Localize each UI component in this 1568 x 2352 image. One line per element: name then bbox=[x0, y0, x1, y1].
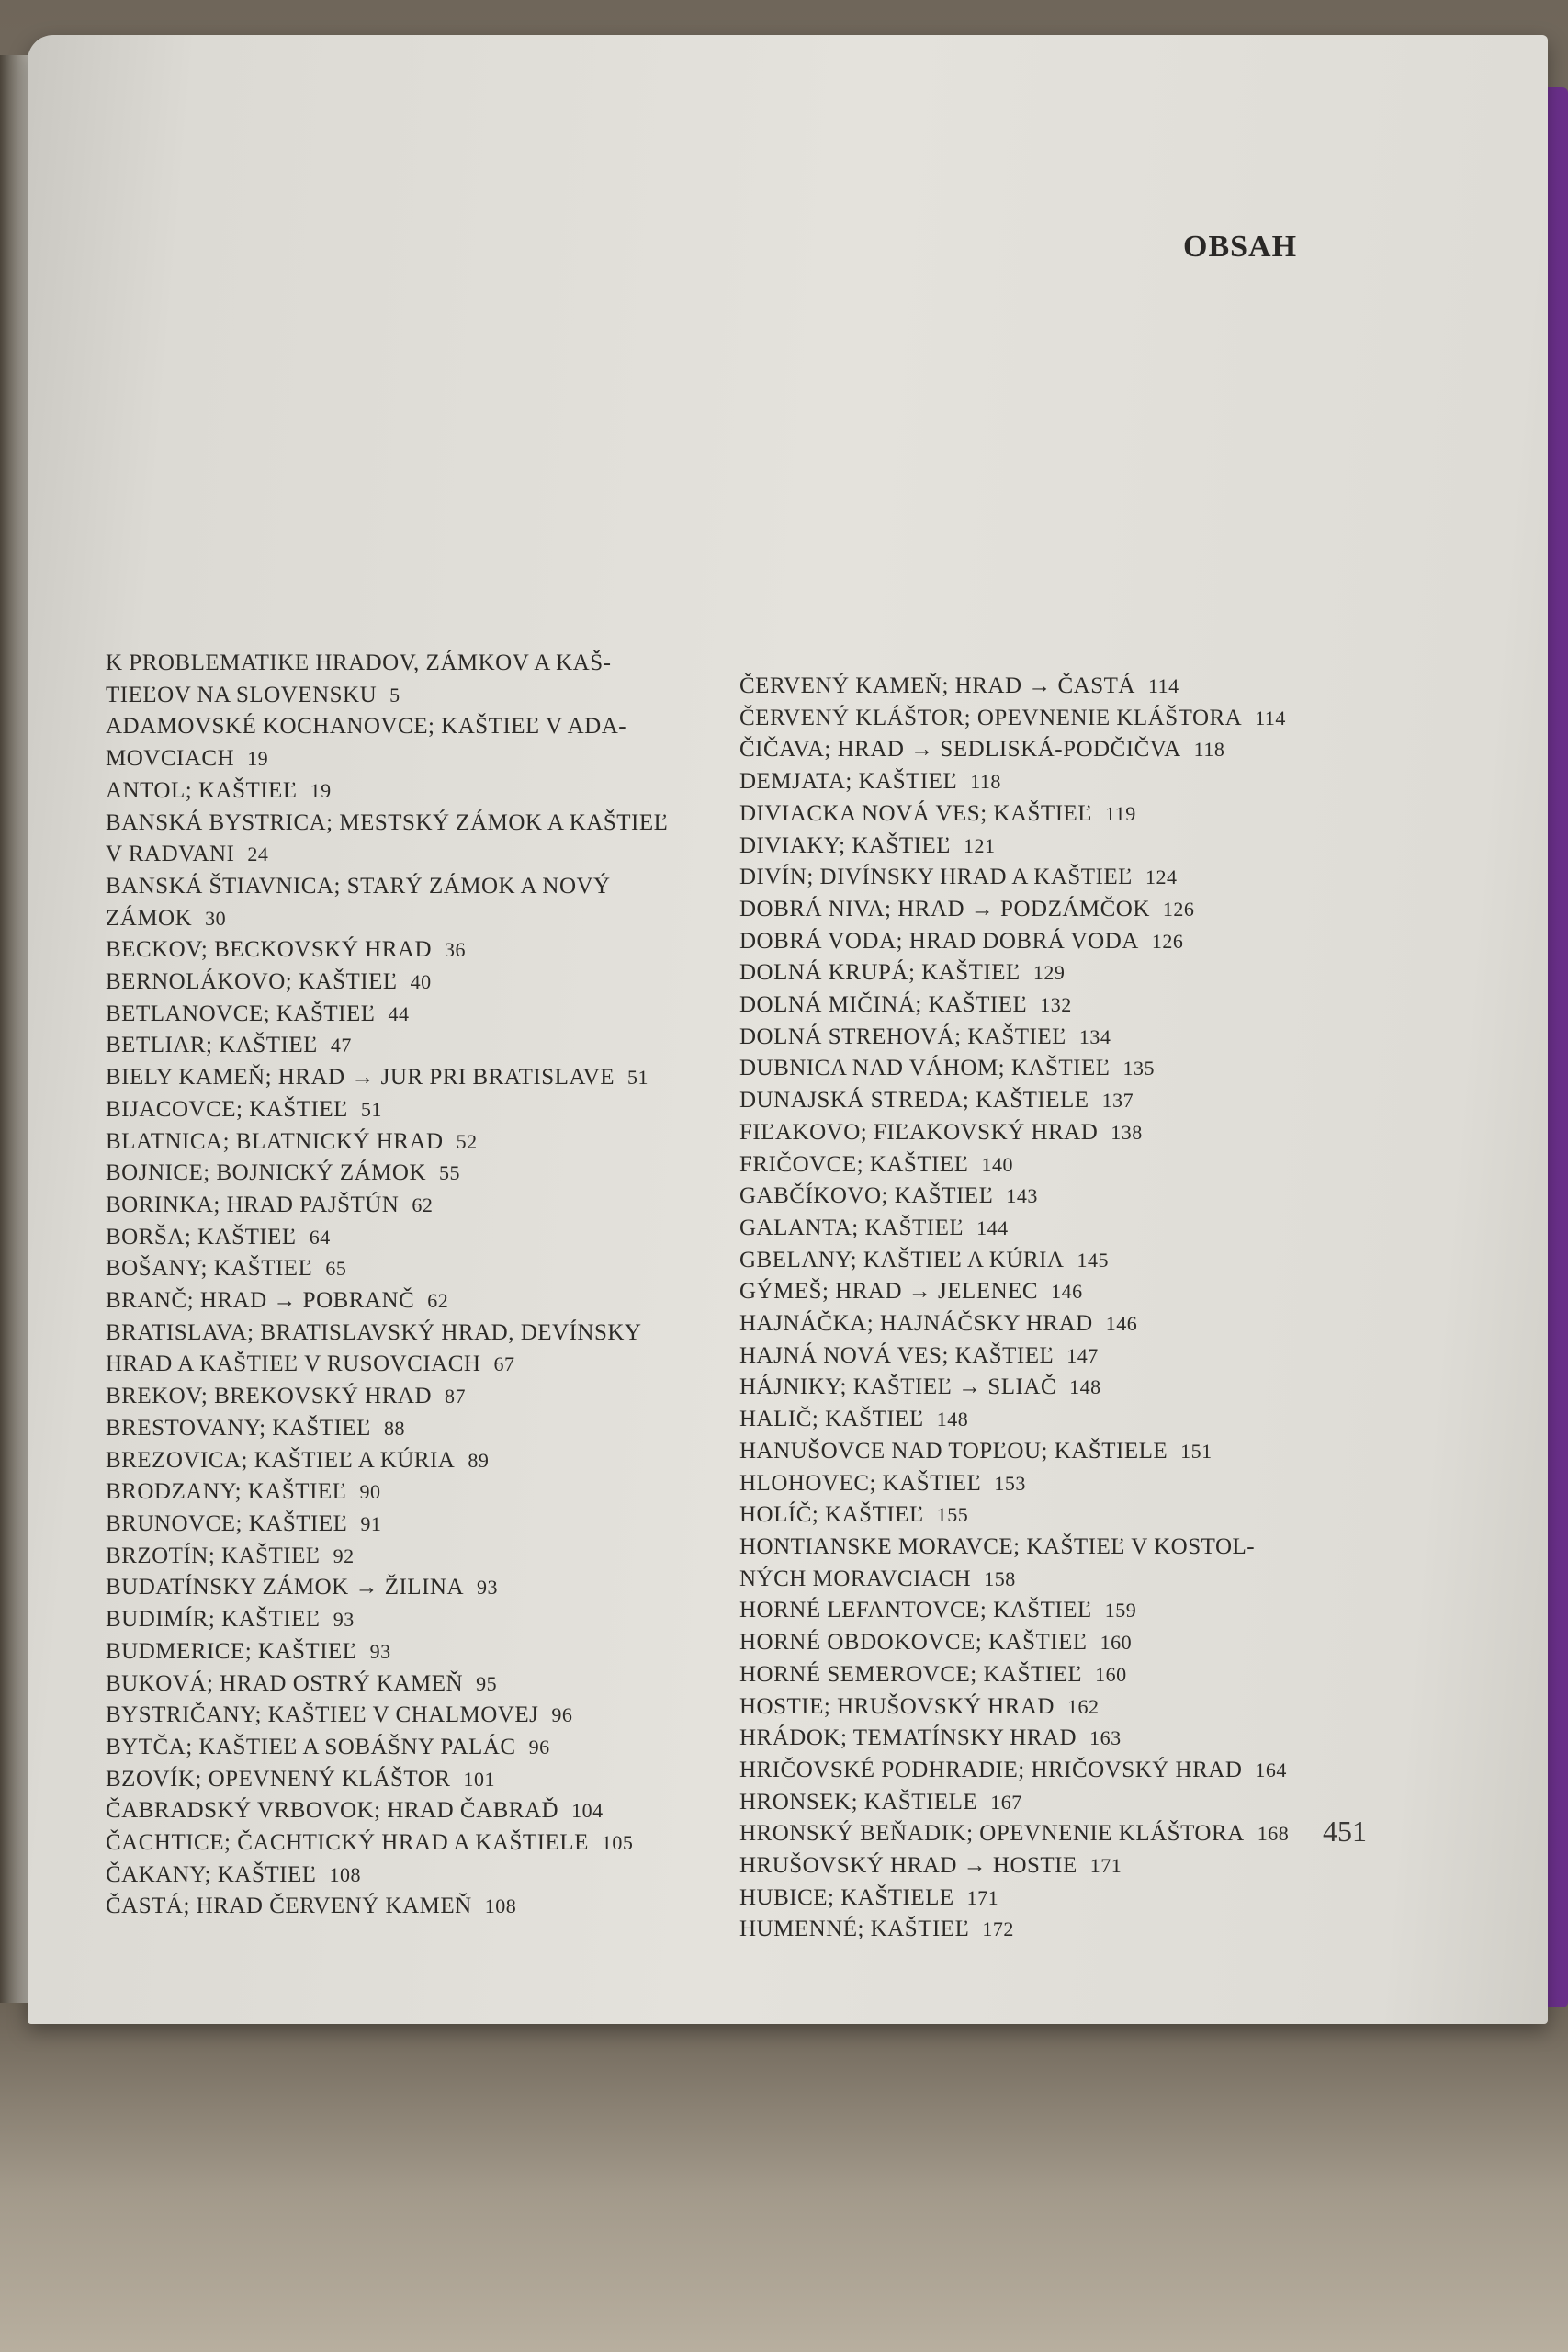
toc-entry-page: 126 bbox=[1151, 929, 1184, 953]
toc-entry-title: BYSTRIČANY; KAŠTIEĽ V CHALMOVEJ bbox=[106, 1702, 539, 1728]
toc-entry-page: 160 bbox=[1095, 1662, 1127, 1686]
toc-entry-page: 167 bbox=[990, 1790, 1022, 1814]
toc-entry-title: ČERVENÝ KAMEŇ; HRAD → ČASTÁ bbox=[739, 673, 1135, 698]
toc-entry-title: DIVIAKY; KAŠTIEĽ bbox=[739, 832, 951, 858]
toc-entry bbox=[106, 1604, 703, 1636]
toc-entry-title: HRIČOVSKÉ PODHRADIE; HRIČOVSKÝ HRAD bbox=[739, 1757, 1243, 1782]
toc-entry bbox=[106, 1795, 703, 1827]
toc-entry bbox=[106, 1572, 703, 1604]
toc-entry bbox=[739, 1850, 1309, 1883]
toc-entry-page: 158 bbox=[984, 1566, 1016, 1590]
toc-entry-title: BUDMERICE; KAŠTIEĽ bbox=[106, 1638, 357, 1664]
toc-entry-page: 160 bbox=[1100, 1631, 1133, 1655]
toc-entry-title: BETLIAR; KAŠTIEĽ bbox=[106, 1033, 318, 1058]
toc-entry-page: 163 bbox=[1089, 1726, 1122, 1750]
toc-entry-title: DIVIACKA NOVÁ VES; KAŠTIEĽ bbox=[739, 800, 1093, 826]
toc-entry-title: HONTIANSKE MORAVCE; KAŠTIEĽ V KOSTOL- bbox=[739, 1533, 1256, 1559]
toc-entry bbox=[739, 1276, 1309, 1308]
toc-entry-title: BZOVÍK; OPEVNENÝ KLÁŠTOR bbox=[106, 1766, 451, 1792]
toc-entry-page: 91 bbox=[360, 1511, 382, 1535]
toc-entry-page: 146 bbox=[1051, 1280, 1083, 1304]
toc-entry-page: 104 bbox=[571, 1799, 604, 1823]
toc-entry-page: 51 bbox=[627, 1066, 649, 1090]
toc-entry-title: TIEĽOV NA SLOVENSKU bbox=[106, 682, 378, 707]
toc-entry bbox=[106, 934, 703, 967]
toc-entry-page: 87 bbox=[445, 1385, 467, 1408]
toc-entry-title: GÝMEŠ; HRAD → JELENEC bbox=[739, 1279, 1039, 1305]
toc-entry-page: 159 bbox=[1104, 1599, 1137, 1623]
toc-entry-title: ČASTÁ; HRAD ČERVENÝ KAMEŇ bbox=[106, 1894, 472, 1919]
toc-entry-page: 93 bbox=[333, 1608, 355, 1632]
toc-entry-title: BUKOVÁ; HRAD OSTRÝ KAMEŇ bbox=[106, 1670, 464, 1696]
toc-entry-title: DOBRÁ NIVA; HRAD → PODZÁMČOK bbox=[739, 896, 1150, 922]
toc-entry-page: 96 bbox=[551, 1703, 573, 1727]
toc-entry-page: 114 bbox=[1255, 706, 1286, 729]
toc-entry-title: BRATISLAVA; BRATISLAVSKÝ HRAD, DEVÍNSKY bbox=[106, 1319, 642, 1345]
toc-entry-title: DOBRÁ VODA; HRAD DOBRÁ VODA bbox=[739, 928, 1139, 954]
toc-entry bbox=[739, 1181, 1309, 1213]
toc-entry bbox=[106, 1700, 703, 1732]
toc-entry bbox=[106, 1668, 703, 1701]
toc-entry bbox=[739, 734, 1309, 766]
toc-entry-title: BRODZANY; KAŠTIEĽ bbox=[106, 1479, 347, 1505]
toc-entry bbox=[739, 1787, 1309, 1819]
toc-entry-page: 30 bbox=[205, 906, 227, 930]
toc-entry bbox=[739, 1914, 1309, 1946]
toc-entry bbox=[739, 1436, 1309, 1468]
toc-entry-page: 148 bbox=[936, 1408, 969, 1431]
toc-entry bbox=[739, 894, 1309, 926]
toc-entry-page: 118 bbox=[970, 770, 1001, 794]
toc-entry-title: ZÁMOK bbox=[106, 905, 193, 931]
toc-entry-page: 168 bbox=[1257, 1822, 1290, 1846]
toc-entry-page: 135 bbox=[1122, 1057, 1156, 1080]
toc-entry-page: 108 bbox=[484, 1894, 517, 1918]
toc-entry-title: HUMENNÉ; KAŠTIEĽ bbox=[739, 1917, 970, 1942]
toc-entry-title: DOLNÁ STREHOVÁ; KAŠTIEĽ bbox=[739, 1023, 1066, 1049]
toc-entry-title: BOJNICE; BOJNICKÝ ZÁMOK bbox=[106, 1160, 427, 1186]
toc-entry bbox=[739, 1149, 1309, 1182]
toc-entry-title: BETLANOVCE; KAŠTIEĽ bbox=[106, 1001, 376, 1026]
toc-entry-title: BERNOLÁKOVO; KAŠTIEĽ bbox=[106, 969, 398, 995]
toc-entry-page: 40 bbox=[410, 970, 432, 994]
toc-entry-title: HUBICE; KAŠTIELE bbox=[739, 1884, 954, 1910]
toc-entry-page: 67 bbox=[493, 1352, 515, 1376]
toc-entry-page: 19 bbox=[247, 747, 269, 771]
toc-entry-title: HLOHOVEC; KAŠTIEĽ bbox=[739, 1470, 982, 1496]
toc-entry bbox=[106, 1636, 703, 1668]
toc-entry-title: BOŠANY; KAŠTIEĽ bbox=[106, 1256, 313, 1282]
toc-entry-title: ČAKANY; KAŠTIEĽ bbox=[106, 1861, 317, 1887]
toc-entry bbox=[739, 1755, 1309, 1787]
toc-entry bbox=[106, 839, 703, 871]
toc-entry bbox=[739, 1468, 1309, 1500]
toc-entry-title: BRESTOVANY; KAŠTIEĽ bbox=[106, 1415, 371, 1441]
toc-entry bbox=[739, 1117, 1309, 1149]
toc-entry bbox=[739, 1308, 1309, 1340]
toc-entry-page: 143 bbox=[1006, 1184, 1038, 1208]
toc-entry bbox=[739, 798, 1309, 831]
toc-entry-title: DIVÍN; DIVÍNSKY HRAD A KAŠTIEĽ bbox=[739, 865, 1133, 890]
toc-entry-title: HÁJNIKY; KAŠTIEĽ → SLIAČ bbox=[739, 1374, 1057, 1400]
toc-entry-title: HORNÉ LEFANTOVCE; KAŠTIEĽ bbox=[739, 1598, 1092, 1623]
toc-entry-title: DUBNICA NAD VÁHOM; KAŠTIEĽ bbox=[739, 1056, 1111, 1081]
toc-entry-title: NÝCH MORAVCIACH bbox=[739, 1566, 972, 1591]
toc-entry bbox=[739, 989, 1309, 1022]
toc-entry-title: BECKOV; BECKOVSKÝ HRAD bbox=[106, 937, 433, 963]
toc-entry-page: 93 bbox=[477, 1576, 499, 1600]
toc-entry-title: MOVCIACH bbox=[106, 746, 235, 772]
toc-entry-page: 118 bbox=[1193, 738, 1225, 762]
toc-entry bbox=[739, 1659, 1309, 1691]
toc-entry-page: 24 bbox=[247, 842, 269, 866]
toc-entry-title: HAJNÁ NOVÁ VES; KAŠTIEĽ bbox=[739, 1342, 1055, 1368]
toc-entry-page: 129 bbox=[1032, 961, 1066, 985]
toc-entry bbox=[106, 1222, 703, 1254]
toc-entry bbox=[739, 1372, 1309, 1404]
toc-entry-page: 36 bbox=[445, 938, 467, 962]
toc-entry-page: 140 bbox=[981, 1152, 1013, 1176]
toc-entry-title: ADAMOVSKÉ KOCHANOVCE; KAŠTIEĽ V ADA- bbox=[106, 714, 627, 740]
toc-entry-title: HAJNÁČKA; HAJNÁČSKY HRAD bbox=[739, 1311, 1093, 1337]
toc-entry-page: 155 bbox=[936, 1503, 969, 1527]
toc-entry-title: HRAD A KAŠTIEĽ V RUSOVCIACH bbox=[106, 1351, 481, 1377]
toc-entry bbox=[739, 766, 1309, 798]
toc-entry bbox=[739, 1085, 1309, 1117]
toc-entry bbox=[739, 957, 1309, 989]
toc-entry-title: BYTČA; KAŠTIEĽ A SOBÁŠNY PALÁC bbox=[106, 1734, 516, 1759]
toc-entry bbox=[106, 903, 703, 935]
toc-entry bbox=[106, 1030, 703, 1062]
toc-entry-page: 88 bbox=[383, 1416, 405, 1440]
toc-entry bbox=[106, 1476, 703, 1509]
toc-entry-page: 138 bbox=[1111, 1120, 1143, 1144]
toc-entry-title: BORŠA; KAŠTIEĽ bbox=[106, 1224, 297, 1250]
book-spine bbox=[0, 55, 28, 2003]
toc-entry bbox=[106, 711, 703, 743]
toc-entry-title: BLATNICA; BLATNICKÝ HRAD bbox=[106, 1128, 444, 1154]
toc-entry bbox=[106, 1413, 703, 1445]
toc-entry-page: 137 bbox=[1101, 1089, 1134, 1113]
toc-entry-title: BUDIMÍR; KAŠTIEĽ bbox=[106, 1607, 321, 1633]
toc-entry bbox=[106, 871, 703, 903]
toc-entry-title: HOLÍČ; KAŠTIEĽ bbox=[739, 1502, 924, 1528]
toc-entry bbox=[106, 1253, 703, 1285]
toc-entry-title: FRIČOVCE; KAŠTIEĽ bbox=[739, 1151, 969, 1177]
toc-entry bbox=[739, 1053, 1309, 1085]
toc-entry-title: HORNÉ OBDOKOVCE; KAŠTIEĽ bbox=[739, 1630, 1088, 1656]
toc-entry bbox=[106, 775, 703, 808]
toc-entry bbox=[106, 680, 703, 712]
toc-entry-page: 96 bbox=[528, 1735, 550, 1758]
toc-entry bbox=[739, 1818, 1309, 1850]
toc-entry-page: 55 bbox=[439, 1161, 461, 1185]
toc-entry bbox=[106, 1158, 703, 1190]
toc-entry-title: BUDATÍNSKY ZÁMOK → ŽILINA bbox=[106, 1575, 465, 1600]
toc-entry-page: 148 bbox=[1069, 1375, 1101, 1399]
toc-entry-page: 62 bbox=[427, 1289, 449, 1313]
toc-entry-page: 93 bbox=[369, 1639, 391, 1663]
toc-entry-title: DUNAJSKÁ STREDA; KAŠTIELE bbox=[739, 1088, 1089, 1114]
toc-entry-title: HALIČ; KAŠTIEĽ bbox=[739, 1407, 924, 1432]
toc-entry-title: HRÁDOK; TEMATÍNSKY HRAD bbox=[739, 1725, 1077, 1751]
toc-entry-page: 172 bbox=[982, 1917, 1014, 1941]
toc-entry bbox=[106, 648, 703, 680]
toc-entry bbox=[106, 1445, 703, 1477]
toc-entry-page: 95 bbox=[476, 1671, 498, 1695]
toc-entry bbox=[739, 1213, 1309, 1245]
toc-entry-title: BRZOTÍN; KAŠTIEĽ bbox=[106, 1543, 321, 1568]
toc-entry-page: 147 bbox=[1066, 1343, 1099, 1367]
toc-entry-page: 101 bbox=[463, 1767, 495, 1791]
toc-entry bbox=[739, 1627, 1309, 1659]
toc-entry bbox=[106, 1190, 703, 1222]
toc-entry-title: HANUŠOVCE NAD TOPĽOU; KAŠTIELE bbox=[739, 1438, 1168, 1464]
toc-entry bbox=[106, 1509, 703, 1541]
toc-entry bbox=[739, 926, 1309, 958]
toc-entry bbox=[739, 862, 1309, 894]
toc-entry bbox=[106, 967, 703, 999]
toc-entry-title: ČACHTICE; ČACHTICKÝ HRAD A KAŠTIELE bbox=[106, 1830, 589, 1856]
toc-entry-title: BORINKA; HRAD PAJŠTÚN bbox=[106, 1192, 400, 1217]
toc-entry bbox=[739, 671, 1309, 703]
toc-entry-title: BANSKÁ ŠTIAVNICA; STARÝ ZÁMOK A NOVÝ bbox=[106, 873, 611, 899]
toc-entry bbox=[106, 1285, 703, 1317]
toc-entry bbox=[106, 999, 703, 1031]
toc-entry bbox=[106, 1349, 703, 1381]
toc-entry-page: 144 bbox=[976, 1216, 1009, 1239]
toc-entry-page: 119 bbox=[1105, 801, 1136, 825]
toc-right-column bbox=[739, 671, 1309, 1946]
toc-entry-title: HRONSEK; KAŠTIELE bbox=[739, 1789, 978, 1815]
toc-entry-title: V RADVANI bbox=[106, 842, 235, 867]
toc-entry-page: 132 bbox=[1040, 993, 1072, 1017]
toc-entry-title: HOSTIE; HRUŠOVSKÝ HRAD bbox=[739, 1693, 1055, 1719]
toc-entry-title: HRONSKÝ BEŇADIK; OPEVNENIE KLÁŠTORA bbox=[739, 1821, 1245, 1847]
toc-entry-page: 114 bbox=[1147, 674, 1179, 697]
toc-entry bbox=[739, 1022, 1309, 1054]
toc-entry bbox=[739, 1595, 1309, 1627]
toc-entry-page: 92 bbox=[333, 1544, 355, 1567]
toc-entry-page: 151 bbox=[1180, 1439, 1213, 1463]
toc-entry-title: ČERVENÝ KLÁŠTOR; OPEVNENIE KLÁŠTORA bbox=[739, 705, 1243, 730]
toc-entry bbox=[106, 1827, 703, 1860]
page-heading: OBSAH bbox=[1183, 230, 1298, 264]
toc-entry-page: 134 bbox=[1078, 1024, 1111, 1048]
toc-entry-title: DOLNÁ MIČINÁ; KAŠTIEĽ bbox=[739, 992, 1028, 1018]
toc-entry bbox=[739, 1499, 1309, 1532]
toc-entry-page: 89 bbox=[468, 1448, 490, 1472]
toc-entry bbox=[106, 1062, 703, 1094]
toc-entry-page: 65 bbox=[325, 1257, 347, 1281]
toc-entry-title: ČABRADSKÝ VRBOVOK; HRAD ČABRAĎ bbox=[106, 1798, 559, 1824]
toc-entry bbox=[739, 1691, 1309, 1724]
toc-entry-title: GBELANY; KAŠTIEĽ A KÚRIA bbox=[739, 1247, 1065, 1272]
toc-entry-page: 145 bbox=[1077, 1248, 1109, 1272]
toc-entry-title: BIELY KAMEŇ; HRAD → JUR PRI BRATISLAVE bbox=[106, 1065, 615, 1091]
toc-entry-title: FIĽAKOVO; FIĽAKOVSKÝ HRAD bbox=[739, 1119, 1099, 1145]
toc-entry-page: 62 bbox=[412, 1193, 434, 1216]
toc-entry-title: BANSKÁ BYSTRICA; MESTSKÝ ZÁMOK A KAŠTIEĽ bbox=[106, 809, 669, 835]
toc-entry bbox=[106, 1381, 703, 1413]
toc-entry-title: BIJACOVCE; KAŠTIEĽ bbox=[106, 1096, 348, 1122]
toc-entry-title: BRANČ; HRAD → POBRANČ bbox=[106, 1288, 415, 1314]
toc-entry-title: BREKOV; BREKOVSKÝ HRAD bbox=[106, 1384, 433, 1409]
toc-entry-title: K PROBLEMATIKE HRADOV, ZÁMKOV A KAŠ- bbox=[106, 650, 612, 675]
toc-entry-page: 162 bbox=[1066, 1694, 1100, 1718]
page-number: 451 bbox=[1323, 1815, 1367, 1848]
toc-entry bbox=[739, 1404, 1309, 1436]
toc-entry bbox=[739, 703, 1309, 735]
toc-entry bbox=[106, 808, 703, 840]
toc-entry bbox=[739, 1564, 1309, 1596]
toc-entry bbox=[106, 1891, 703, 1923]
toc-entry-page: 126 bbox=[1162, 897, 1195, 921]
toc-entry-title: DEMJATA; KAŠTIEĽ bbox=[739, 769, 958, 795]
toc-entry-page: 64 bbox=[309, 1225, 331, 1249]
toc-entry-title: BREZOVICA; KAŠTIEĽ A KÚRIA bbox=[106, 1447, 456, 1473]
toc-entry-page: 44 bbox=[388, 1001, 410, 1025]
toc-entry-page: 121 bbox=[963, 833, 996, 857]
toc-entry-title: HORNÉ SEMEROVCE; KAŠTIEĽ bbox=[739, 1661, 1083, 1687]
toc-entry-page: 164 bbox=[1255, 1758, 1287, 1781]
toc-entry-page: 146 bbox=[1105, 1312, 1138, 1336]
toc-entry bbox=[739, 1532, 1309, 1564]
toc-entry bbox=[739, 1245, 1309, 1277]
toc-entry-page: 90 bbox=[359, 1480, 381, 1504]
toc-entry bbox=[106, 1094, 703, 1126]
toc-entry bbox=[106, 1541, 703, 1573]
toc-entry bbox=[106, 1860, 703, 1892]
toc-entry-title: ČIČAVA; HRAD → SEDLISKÁ-PODČIČVA bbox=[739, 737, 1181, 763]
toc-entry-page: 153 bbox=[994, 1471, 1026, 1495]
toc-entry-title: DOLNÁ KRUPÁ; KAŠTIEĽ bbox=[739, 960, 1021, 986]
toc-entry-page: 51 bbox=[360, 1097, 382, 1121]
toc-entry-page: 47 bbox=[330, 1034, 352, 1057]
toc-entry bbox=[106, 1126, 703, 1159]
toc-entry-page: 171 bbox=[966, 1885, 999, 1909]
toc-entry-title: GABČÍKOVO; KAŠTIEĽ bbox=[739, 1183, 994, 1209]
toc-entry-page: 124 bbox=[1145, 865, 1178, 889]
toc-entry-title: HRUŠOVSKÝ HRAD → HOSTIE bbox=[739, 1853, 1077, 1879]
toc-entry bbox=[739, 831, 1309, 863]
toc-entry-title: BRUNOVCE; KAŠTIEĽ bbox=[106, 1510, 348, 1536]
toc-entry bbox=[106, 1317, 703, 1350]
toc-entry bbox=[106, 1764, 703, 1796]
toc-entry bbox=[739, 1883, 1309, 1915]
toc-entry bbox=[739, 1340, 1309, 1373]
toc-entry bbox=[106, 1732, 703, 1764]
toc-entry-page: 171 bbox=[1089, 1854, 1122, 1878]
toc-left-column bbox=[106, 648, 703, 1923]
toc-entry bbox=[106, 743, 703, 775]
toc-entry-page: 52 bbox=[456, 1129, 478, 1153]
toc-entry-page: 19 bbox=[310, 778, 332, 802]
toc-entry-page: 5 bbox=[389, 683, 400, 707]
toc-entry-page: 108 bbox=[329, 1862, 361, 1886]
toc-entry-title: GALANTA; KAŠTIEĽ bbox=[739, 1215, 964, 1240]
toc-entry-title: ANTOL; KAŠTIEĽ bbox=[106, 777, 298, 803]
toc-entry bbox=[739, 1723, 1309, 1755]
toc-entry-page: 105 bbox=[601, 1831, 634, 1855]
